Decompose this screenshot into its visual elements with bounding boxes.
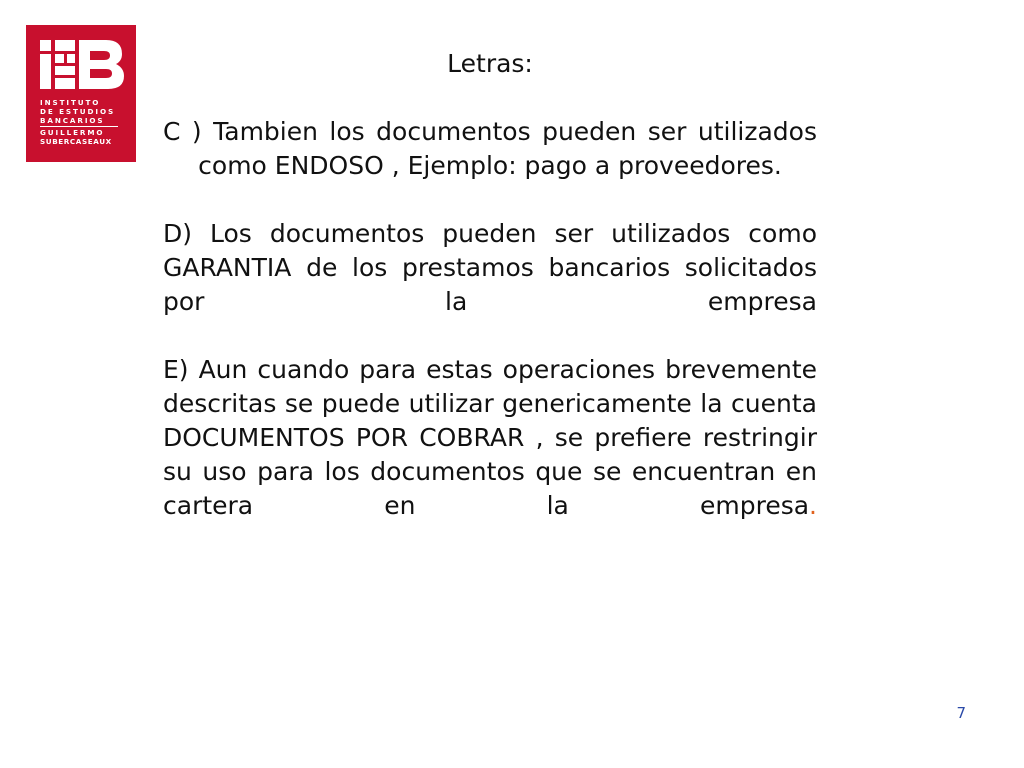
paragraph-d: D) Los documentos pueden ser utilizados como GARANTIA de los prestamos bancarios solicitados por la empresa — [163, 219, 817, 316]
logo-line-3: BANCARIOS — [40, 116, 105, 125]
paragraph-e-text: E) Aun cuando para estas operaciones brevemente descritas se puede utilizar genericamente la cuenta DOCUMENTOS POR COBRAR , se prefiere restringir su uso para los documentos que se encuentran en cartera en la empresa — [163, 355, 817, 520]
spacer — [163, 319, 817, 353]
logo-line-4: GUILLERMO — [40, 128, 105, 137]
logo-line-5: SUBERCASEAUX — [40, 137, 112, 146]
logo-divider — [40, 126, 118, 127]
page-number: 7 — [956, 704, 966, 722]
paragraph-e — [163, 353, 817, 523]
slide-title: Letras: — [447, 49, 533, 78]
paragraph-c: C ) Tambien los documentos pueden ser utilizados como ENDOSO , Ejemplo: pago a proveedores. — [163, 117, 817, 180]
spacer — [163, 81, 817, 115]
logo-text — [40, 98, 130, 146]
slide-content — [163, 46, 817, 523]
logo-line-2: DE ESTUDIOS — [40, 107, 116, 116]
spacer — [163, 183, 817, 217]
paragraph-e-end: . — [809, 491, 817, 520]
institute-logo — [26, 25, 136, 162]
logo-line-1: INSTITUTO — [40, 98, 101, 107]
